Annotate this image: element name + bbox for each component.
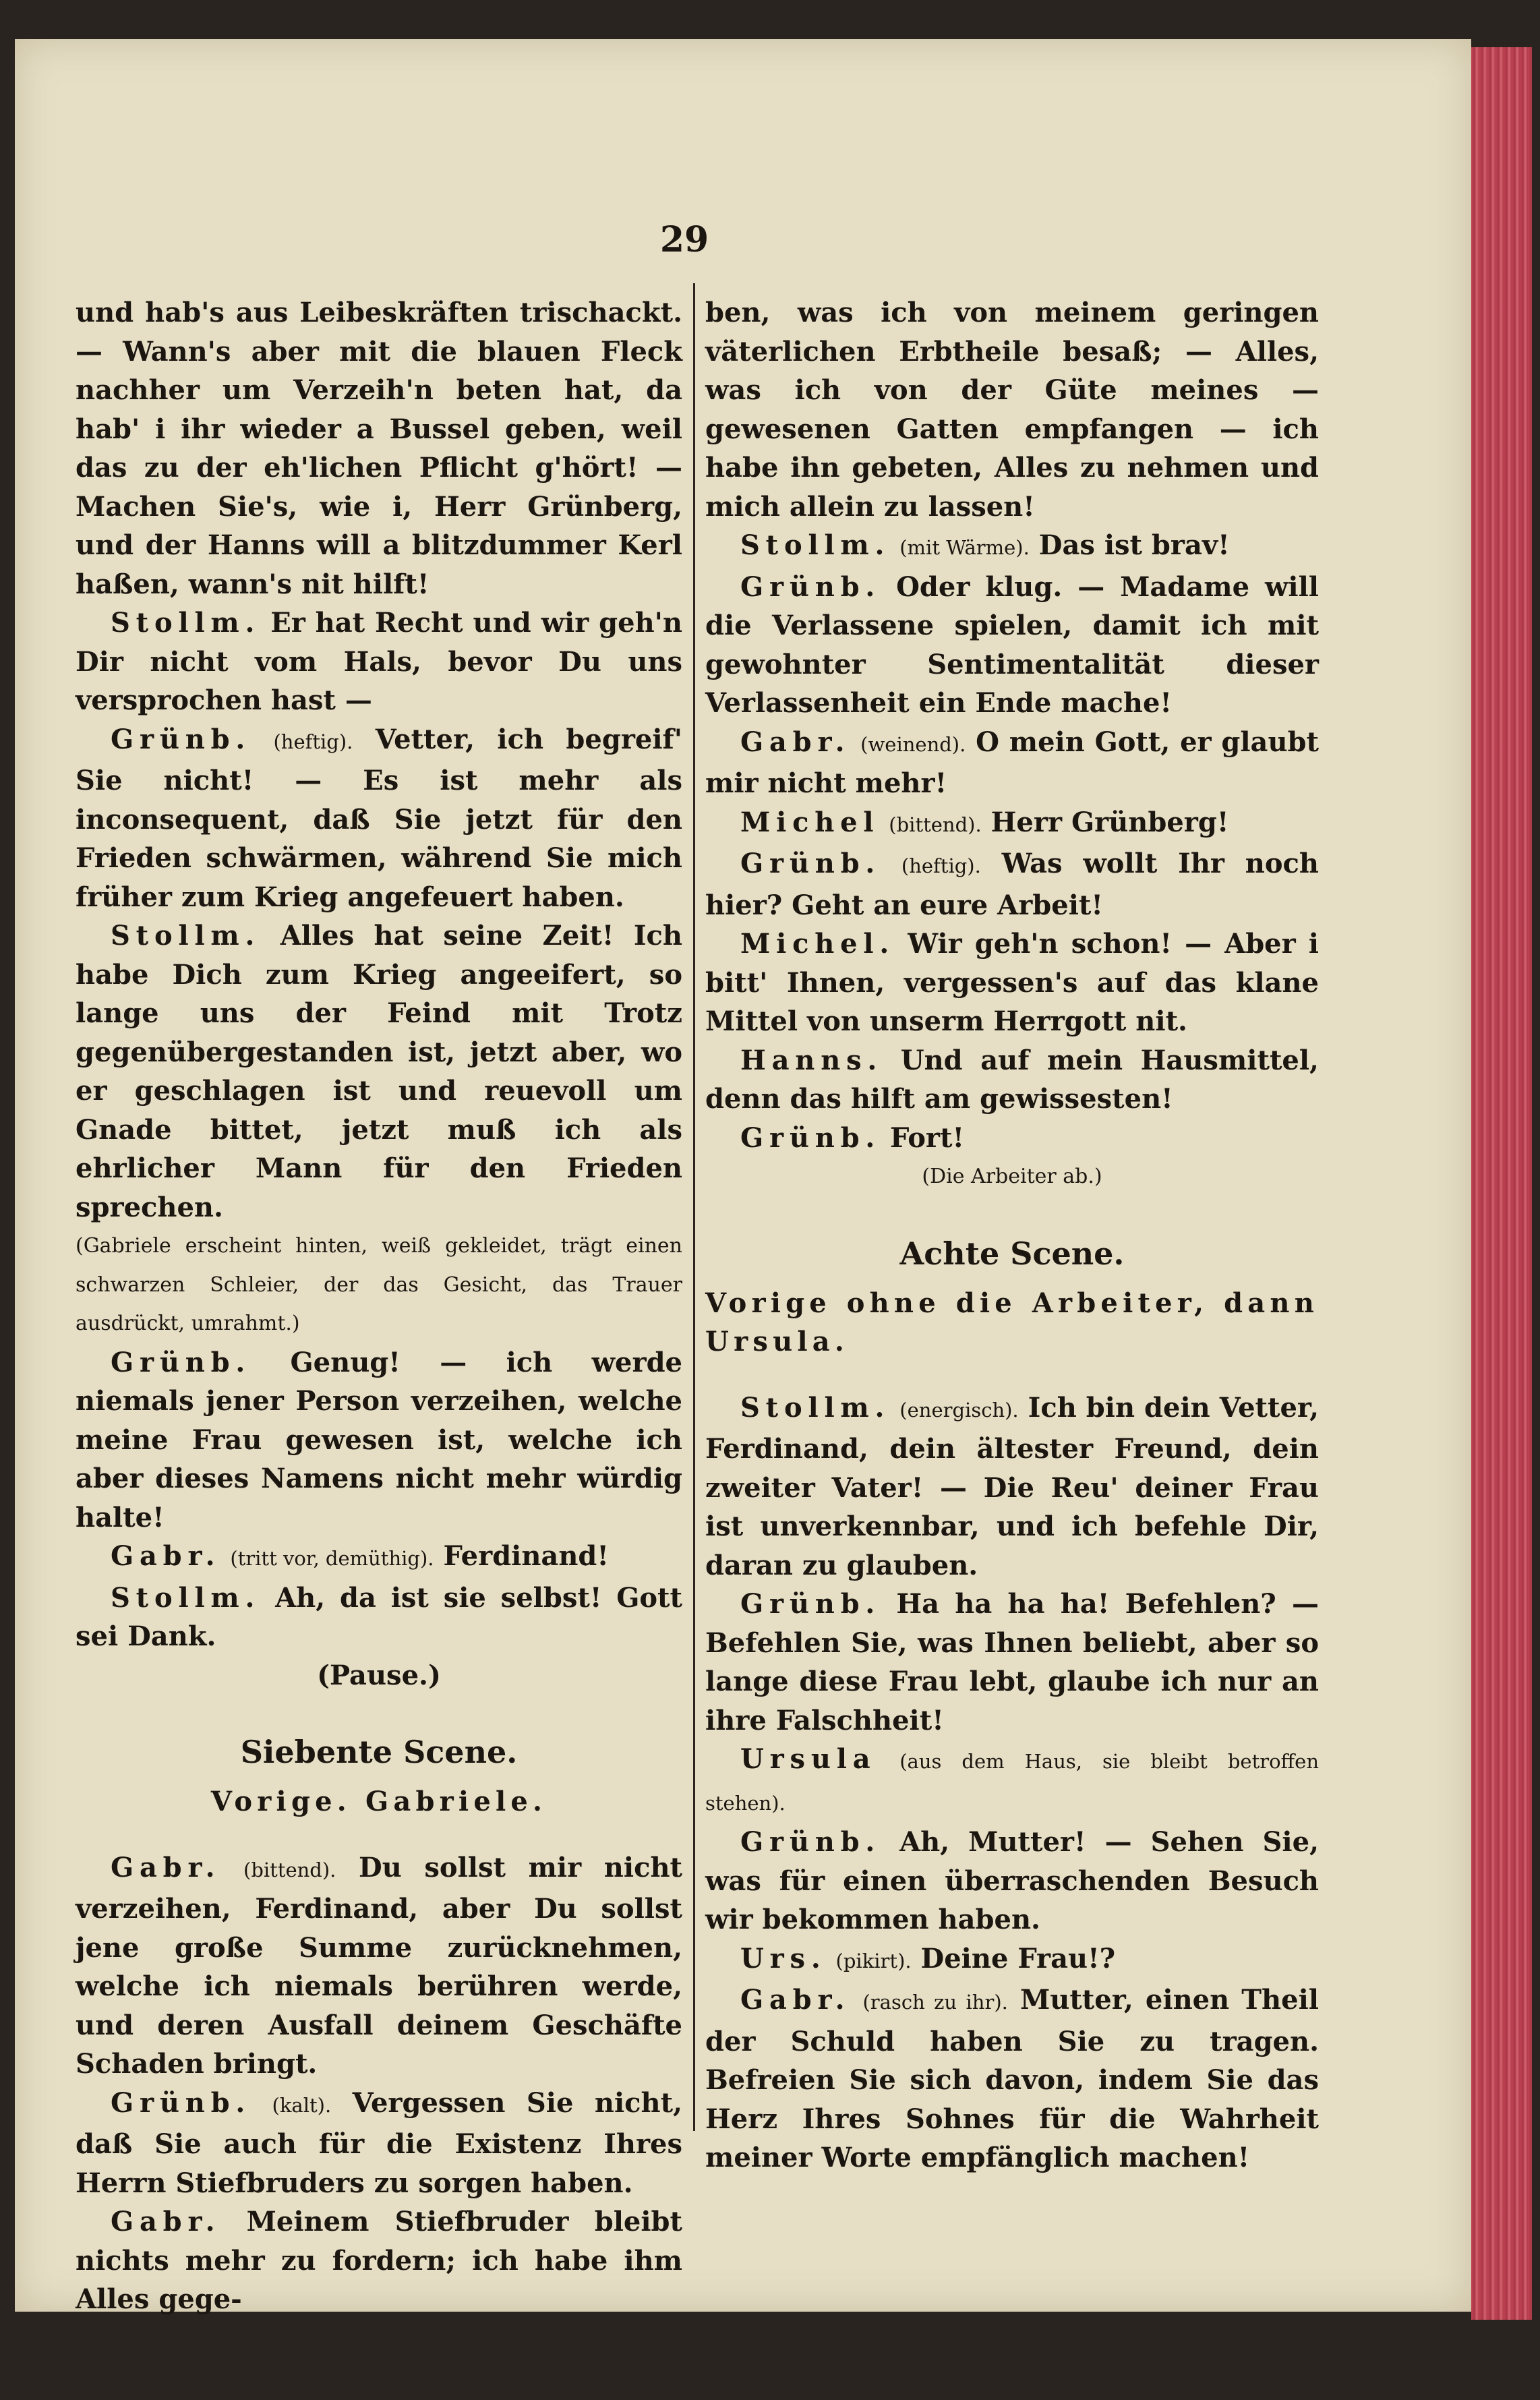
stage-direction: (aus dem Haus, sie bleibt betroffen stehen). [705,1750,1319,1815]
speech-text: Meinem Stiefbruder bleibt nichts mehr zu fordern; ich habe ihm Alles gege- [76,2206,682,2315]
speech-text: Genug! — ich werde niemals jener Person verzeihen, welche meine Frau gewesen ist, welche ich aber dieses Namens nicht mehr würdig halte! [76,1346,682,1533]
stage-direction: (mit Wärme). [899,536,1030,559]
speaker-name: Grünb. [740,570,881,603]
pause-direction: (Pause.) [317,1659,441,1691]
speaker-name: Stollm. [111,920,261,952]
speech [76,916,682,1227]
spacer [705,1362,1319,1388]
stage-direction-block: (Gabriele erscheint hinten, weiß gekleidet, trägt einen schwarzen Schleier, der das Gesicht, das Trauer ausdrückt, umrahmt.) [76,1234,682,1335]
speech-text: Alles hat seine Zeit! Ich habe Dich zum Krieg angeeifert, so lange uns der Feind mit Trotz gegenübergestanden ist, jetzt aber, wo er geschlagen ist und reuevoll um Gnade bittet, jetzt muß ich als ehrlicher Mann für den Frieden sprechen. [76,920,682,1223]
speech-text: Ah, Mutter! — Sehen Sie, was für einen überraschenden Besuch wir bekommen haben. [705,1826,1319,1935]
speaker-name: Gabr. [740,1984,851,2016]
speech-text: Ah, da ist sie selbst! Gott sei Dank. [76,1581,682,1652]
speaker-name: Stollm. [111,1581,261,1614]
speaker-name: Stollm. [111,607,261,639]
speech [705,1388,1319,1585]
speech [705,1585,1319,1740]
stage-direction: (pikirt). [835,1949,912,1972]
right-column [705,293,1319,2177]
speaker-name: Michel. [740,928,895,960]
speaker-name: Urs. [740,1942,827,1974]
speech-text: Ha ha ha ha! Befehlen? — Befehlen Sie, was Ihnen beliebt, aber so lange diese Frau lebt, glaube ich nur an ihre Falschheit! [705,1588,1319,1736]
red-page-edges [1471,47,1532,2320]
speech [76,1343,682,1538]
speech-text: Er hat Recht und wir geh'n Dir nicht vom Hals, bevor Du uns versprochen hast — [76,607,682,716]
speech [705,526,1319,568]
paragraph [705,293,1319,526]
speaker-name: Stollm. [740,529,891,561]
speech [705,925,1319,1041]
speech-text: Vetter, ich begreif' Sie nicht! — Es ist mehr als inconsequent, daß Sie jetzt für den Frieden schwärmen, während Sie mich früher zum Krieg angefeuert haben. [76,723,682,913]
left-column [76,293,682,2319]
speech [76,1537,682,1579]
speaker-name: Grünb. [111,723,251,755]
speech-text: O mein Gott, er glaubt mir nicht mehr! [705,726,1319,799]
speech [705,1981,1319,2177]
speech [705,1740,1319,1823]
speaker-name: Gabr. [740,726,851,758]
speaker-name: Grünb. [740,1588,881,1620]
stage-direction: (heftig). [901,854,981,877]
spacer [76,1821,682,1848]
speech [76,1579,682,1656]
scene-heading: Siebente Scene. [240,1734,518,1770]
page-number: 29 [659,219,709,260]
speech-text: Wir geh'n schon! — Aber i bitt' Ihnen, vergessen's auf das klane Mittel von unserm Herrgott nit. [705,928,1319,1037]
speaker-name: Stollm. [740,1391,891,1424]
speech [705,1939,1319,1981]
speaker-name: Grünb. [740,1826,881,1858]
speaker-name: Hanns. [740,1044,883,1076]
speech [705,1823,1319,1939]
stage-direction: (weinend). [860,732,966,756]
stage-direction: (bittend). [243,1858,336,1881]
speaker-name: Grünb. [111,2086,251,2119]
speech [76,604,682,720]
speaker-name: Grünb. [111,1346,251,1378]
speech [705,1041,1319,1119]
spacer [705,1196,1319,1223]
speech-text: Deine Frau!? [920,1942,1116,1974]
speech-text: Vergessen Sie nicht, daß Sie auch für die Existenz Ihres Herrn Stiefbruders zu sorgen haben. [76,2086,682,2199]
scene-cast: Vorige ohne die Arbeiter, dann Ursula. [705,1287,1319,1357]
stage-direction: (rasch zu ihr). [862,1991,1008,2014]
speaker-name: Gabr. [111,1851,221,1883]
speech-text: Das ist brav! [1038,529,1230,561]
scene-cast: Vorige. Gabriele. [210,1786,547,1817]
paragraph-text: und hab's aus Leibeskräften trischackt. — Wann's aber mit die blauen Fleck nachher um Verzeih'n beten hat, da hab' i ihr wieder a Bussel geben, weil das zu der eh'lichen Pflicht g'hört! — Machen Sie's, wie i, Herr Grünberg, und der Hanns will a blitzdummer Kerl haßen, wann's nit hilft! [76,297,682,600]
speech-text: Oder klug. — Madame will die Verlassene spielen, damit ich mit gewohnter Sentimentalität dieser Verlassenheit ein Ende mache! [705,570,1319,719]
stage-direction: (kalt). [272,2093,332,2117]
speech [705,568,1319,723]
stage-direction: (heftig). [273,730,353,753]
speech [76,1848,682,2084]
speech [705,723,1319,803]
speaker-name: Ursula [740,1743,877,1775]
stage-direction: (bittend). [889,813,982,836]
paragraph-text: ben, was ich von meinem geringen väterlichen Erbtheile besaß; — Alles, was ich von der Güte meines — gewesenen Gatten empfangen — ich habe ihn gebeten, Alles zu nehmen und mich allein zu lassen! [705,297,1319,523]
speaker-name: Gabr. [111,2206,221,2237]
speech [76,720,682,917]
speech-text: Herr Grünberg! [990,806,1229,838]
speech-text: Und auf mein Hausmittel, denn das hilft am gewissesten! [705,1044,1319,1115]
exit-direction: (Die Arbeiter ab.) [922,1165,1102,1188]
stage-direction: (tritt vor, demüthig). [230,1547,434,1570]
speech [76,2202,682,2319]
speech-text: Mutter, einen Theil der Schuld haben Sie zu tragen. Befreien Sie sich davon, indem Sie das Herz Ihres Sohnes für die Wahrheit meiner Worte empfänglich machen! [705,1984,1319,2173]
speech-text: Ich bin dein Vetter, Ferdinand, dein ältester Freund, dein zweiter Vater! — Die Reu' deiner Frau ist unverkennbar, und ich befehle Dir, daran zu glauben. [705,1391,1320,1581]
speech [705,803,1319,845]
speaker-name: Grünb. [740,848,881,879]
speech-text: Fort! [890,1121,965,1154]
speech-text: Was wollt Ihr noch hier? Geht an eure Arbeit! [705,848,1319,921]
speech-text: Du sollst mir nicht verzeihen, Ferdinand, aber Du sollst jene große Summe zurücknehmen, welche ich niemals berühren werde, und deren Ausfall deinem Geschäfte Schaden bringt. [76,1851,683,2080]
speaker-name: Gabr. [111,1540,221,1572]
speaker-name: Grünb. [740,1121,881,1154]
paragraph [76,293,682,604]
speech [705,844,1319,925]
speaker-name: Michel [740,806,880,838]
column-divider [693,283,695,2131]
scene-heading: Achte Scene. [899,1235,1125,1272]
speech [76,2084,682,2203]
speech [705,1119,1319,1158]
stage-direction: (energisch). [899,1398,1019,1422]
spacer [76,1695,682,1722]
speech-text: Ferdinand! [443,1540,609,1572]
